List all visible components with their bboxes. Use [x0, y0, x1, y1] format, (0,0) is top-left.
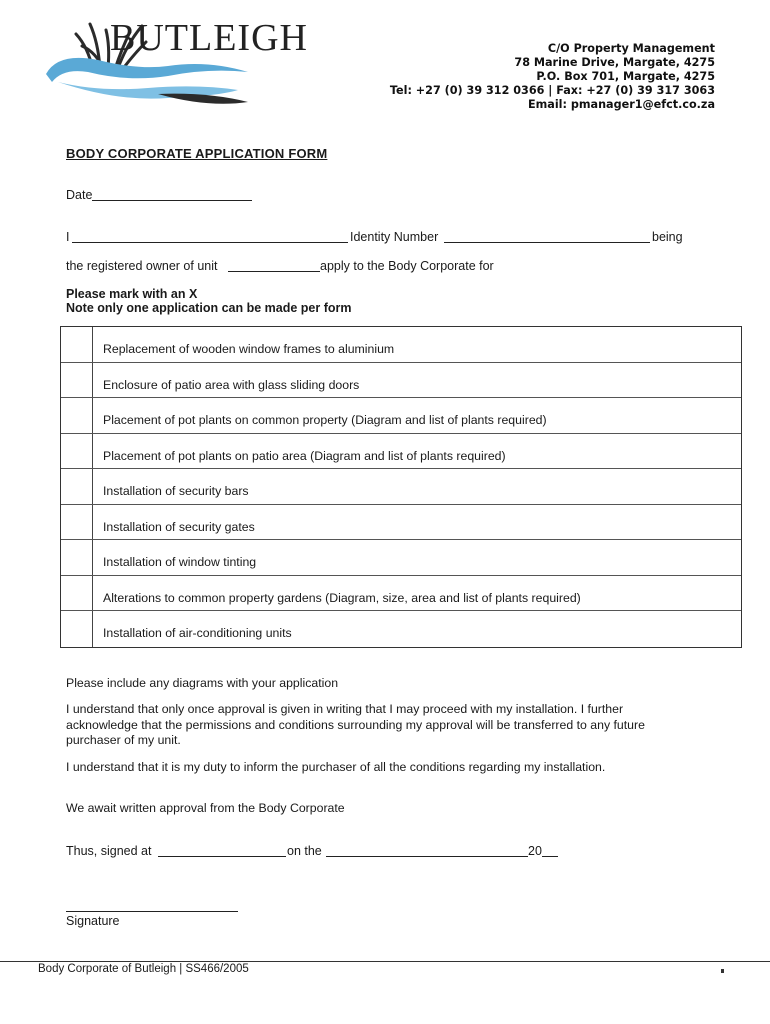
- signature-field[interactable]: [66, 911, 238, 912]
- option-checkbox[interactable]: [61, 434, 93, 469]
- options-table: [60, 326, 742, 648]
- year-prefix: 20: [528, 844, 542, 858]
- date-field[interactable]: [92, 200, 252, 201]
- understand-paragraph-1: I understand that only once approval is given in writing that I may proceed with my installation. I further acknowledge that the permissions and conditions surrounding my approval will be transferred to any future purchaser of my unit.: [66, 702, 645, 747]
- year-field[interactable]: [542, 856, 558, 857]
- option-label: Enclosure of patio area with glass sliding doors: [103, 377, 360, 392]
- option-row: [61, 505, 741, 541]
- scan-speck: [721, 969, 724, 973]
- option-checkbox[interactable]: [61, 540, 93, 575]
- option-checkbox[interactable]: [61, 505, 93, 540]
- option-checkbox[interactable]: [61, 327, 93, 362]
- name-field[interactable]: [72, 242, 348, 243]
- option-row: [61, 540, 741, 576]
- unit-field[interactable]: [228, 271, 320, 272]
- option-label: Installation of window tinting: [103, 555, 257, 569]
- apply-label: apply to the Body Corporate for: [320, 259, 494, 273]
- option-checkbox[interactable]: [61, 469, 93, 504]
- option-label: Installation of air-conditioning units: [103, 626, 292, 640]
- signed-at-label: Thus, signed at: [66, 844, 152, 858]
- option-checkbox[interactable]: [61, 576, 93, 611]
- option-row: [61, 576, 741, 612]
- option-row: [61, 611, 741, 647]
- signed-at-field[interactable]: [158, 856, 286, 857]
- option-label: Placement of pot plants on patio area (Diagram and list of plants required): [103, 448, 506, 463]
- diagrams-note: Please include any diagrams with your application: [66, 676, 339, 690]
- option-row: [61, 398, 741, 434]
- contact-line: Email: pmanager1@efct.co.za: [527, 98, 715, 111]
- option-label: Alterations to common property gardens (Diagram, size, area and list of plants required): [103, 590, 581, 605]
- contact-line: P.O. Box 701, Margate, 4275: [536, 70, 715, 83]
- identity-field[interactable]: [444, 242, 650, 243]
- contact-line: Tel: +27 (0) 39 312 0366 | Fax: +27 (0) 39 317 3063: [389, 84, 715, 97]
- option-checkbox[interactable]: [61, 363, 93, 398]
- footer-divider: [0, 961, 770, 962]
- option-row: [61, 327, 741, 363]
- option-row: [61, 469, 741, 505]
- contact-line: 78 Marine Drive, Margate, 4275: [514, 56, 715, 69]
- option-checkbox[interactable]: [61, 611, 93, 647]
- option-checkbox[interactable]: [61, 398, 93, 433]
- form-title: BODY CORPORATE APPLICATION FORM: [66, 146, 328, 161]
- contact-line: C/O Property Management: [547, 42, 715, 55]
- contact-block: [390, 42, 715, 112]
- date-signed-field[interactable]: [326, 856, 528, 857]
- mark-note: Please mark with an X: [66, 287, 198, 301]
- name-label: I: [66, 230, 70, 244]
- option-label: Installation of security bars: [103, 484, 249, 498]
- option-row: [61, 363, 741, 399]
- identity-label: Identity Number: [350, 230, 439, 244]
- date-label: Date: [66, 188, 93, 202]
- signature-label: Signature: [66, 914, 120, 928]
- footer-text: Body Corporate of Butleigh | SS466/2005: [38, 963, 249, 975]
- logo-text: BUTLEIGH: [110, 17, 308, 59]
- one-application-note: Note only one application can be made per form: [66, 301, 352, 315]
- option-row: [61, 434, 741, 470]
- option-label: Replacement of wooden window frames to aluminium: [103, 342, 395, 356]
- being-label: being: [652, 230, 683, 244]
- await-approval-note: We await written approval from the Body Corporate: [66, 801, 345, 815]
- on-the-label: on the: [287, 844, 322, 858]
- understand-paragraph-2: I understand that it is my duty to inform the purchaser of all the conditions regarding my installation.: [66, 760, 606, 774]
- option-label: Installation of security gates: [103, 519, 255, 534]
- owner-label: the registered owner of unit: [66, 259, 218, 273]
- option-label: Placement of pot plants on common property (Diagram and list of plants required): [103, 413, 547, 427]
